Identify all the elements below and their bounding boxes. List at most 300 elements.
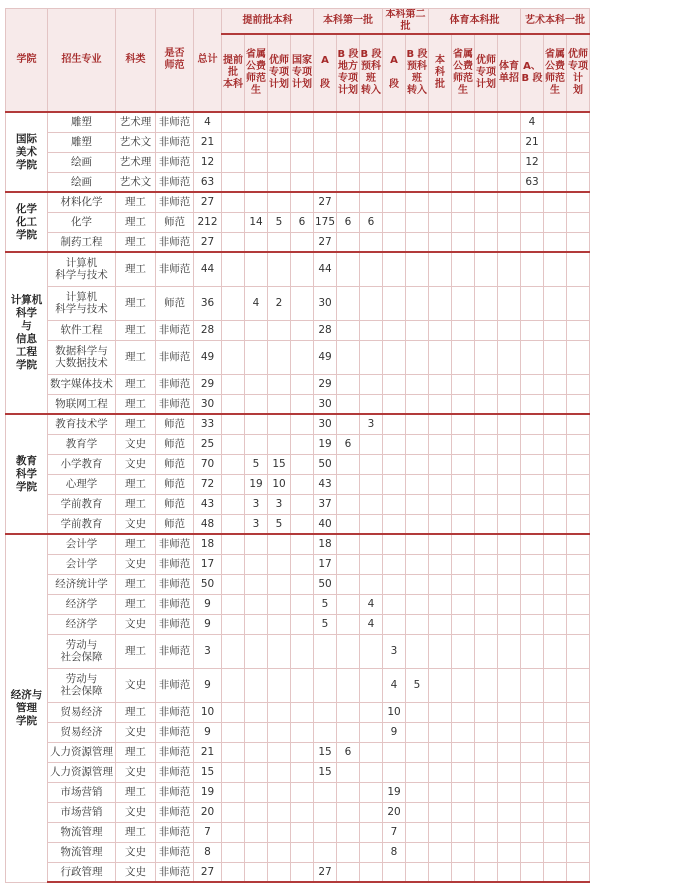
quota-cell	[268, 192, 291, 212]
quota-cell	[521, 286, 544, 320]
quota-cell	[452, 574, 475, 594]
quota-cell	[521, 414, 544, 434]
quota-cell	[222, 394, 245, 414]
quota-cell	[406, 172, 429, 192]
quota-cell	[383, 434, 406, 454]
quota-cell: 5	[268, 212, 291, 232]
quota-cell	[475, 494, 498, 514]
header-group: 本科第一批	[314, 9, 383, 35]
quota-cell	[452, 152, 475, 172]
quota-cell	[360, 554, 383, 574]
quota-cell	[291, 702, 314, 722]
quota-cell	[314, 152, 337, 172]
quota-cell	[521, 474, 544, 494]
quota-cell	[337, 340, 360, 374]
quota-cell	[291, 668, 314, 702]
quota-cell	[383, 192, 406, 212]
quota-cell	[475, 634, 498, 668]
major-name: 计算机 科学与技术	[48, 286, 116, 320]
kelei-cell: 理工	[116, 320, 156, 340]
kelei-cell: 艺术理	[116, 112, 156, 132]
table-row	[6, 782, 590, 802]
quota-cell	[567, 394, 590, 414]
total-cell: 9	[194, 614, 222, 634]
total-cell: 63	[194, 172, 222, 192]
quota-cell	[222, 132, 245, 152]
quota-cell	[337, 192, 360, 212]
quota-cell	[475, 614, 498, 634]
quota-cell	[245, 554, 268, 574]
quota-cell	[360, 172, 383, 192]
quota-cell	[475, 434, 498, 454]
quota-cell	[429, 434, 452, 454]
quota-cell	[475, 702, 498, 722]
quota-cell	[291, 742, 314, 762]
quota-cell	[429, 474, 452, 494]
quota-cell	[452, 514, 475, 534]
total-cell: 12	[194, 152, 222, 172]
total-cell: 25	[194, 434, 222, 454]
quota-cell	[406, 192, 429, 212]
quota-cell	[429, 722, 452, 742]
shifan-cell: 非师范	[156, 862, 194, 882]
quota-cell	[429, 802, 452, 822]
quota-cell	[291, 374, 314, 394]
quota-cell	[567, 634, 590, 668]
quota-cell	[429, 534, 452, 554]
quota-cell	[245, 320, 268, 340]
quota-cell	[521, 634, 544, 668]
major-name: 学前教育	[48, 494, 116, 514]
quota-cell	[268, 742, 291, 762]
quota-cell	[429, 414, 452, 434]
quota-cell	[452, 320, 475, 340]
shifan-cell: 非师范	[156, 232, 194, 252]
quota-cell	[337, 668, 360, 702]
quota-cell	[291, 152, 314, 172]
shifan-cell: 非师范	[156, 252, 194, 286]
header-sub-column: B 段 地方 专项 计划	[337, 34, 360, 112]
quota-cell	[360, 722, 383, 742]
quota-cell	[429, 152, 452, 172]
quota-cell	[429, 172, 452, 192]
quota-cell	[567, 494, 590, 514]
quota-cell	[498, 340, 521, 374]
quota-cell	[567, 252, 590, 286]
quota-cell	[406, 594, 429, 614]
kelei-cell: 理工	[116, 212, 156, 232]
quota-cell	[521, 668, 544, 702]
quota-cell	[245, 822, 268, 842]
total-cell: 48	[194, 514, 222, 534]
major-name: 雕塑	[48, 112, 116, 132]
quota-cell	[498, 252, 521, 286]
major-name: 市场营销	[48, 802, 116, 822]
major-name: 数据科学与 大数据技术	[48, 340, 116, 374]
quota-cell	[245, 802, 268, 822]
quota-cell	[475, 320, 498, 340]
quota-cell	[222, 414, 245, 434]
quota-cell	[567, 132, 590, 152]
total-cell: 7	[194, 822, 222, 842]
table-row	[6, 434, 590, 454]
kelei-cell: 理工	[116, 192, 156, 212]
quota-cell	[429, 192, 452, 212]
major-name: 化学	[48, 212, 116, 232]
quota-cell	[337, 172, 360, 192]
quota-cell: 40	[314, 514, 337, 534]
quota-cell	[337, 614, 360, 634]
shifan-cell: 非师范	[156, 172, 194, 192]
quota-cell	[245, 534, 268, 554]
kelei-cell: 文史	[116, 668, 156, 702]
quota-cell	[544, 614, 567, 634]
quota-cell	[268, 842, 291, 862]
quota-cell	[429, 762, 452, 782]
quota-cell	[498, 192, 521, 212]
quota-cell	[567, 474, 590, 494]
quota-cell	[406, 434, 429, 454]
quota-cell: 3	[383, 634, 406, 668]
quota-cell: 49	[314, 340, 337, 374]
major-name: 会计学	[48, 554, 116, 574]
kelei-cell: 理工	[116, 374, 156, 394]
quota-cell	[567, 594, 590, 614]
header-sub-column: 优师 专项计 划	[567, 34, 590, 112]
kelei-cell: 文史	[116, 842, 156, 862]
quota-cell	[268, 252, 291, 286]
header-sub-column: A 段	[383, 34, 406, 112]
quota-cell	[291, 112, 314, 132]
quota-cell	[429, 668, 452, 702]
quota-cell	[521, 212, 544, 232]
total-cell: 44	[194, 252, 222, 286]
header-sub-column: B 段 预科 班 转入	[406, 34, 429, 112]
total-cell: 9	[194, 594, 222, 614]
quota-cell	[383, 340, 406, 374]
major-name: 教育技术学	[48, 414, 116, 434]
quota-cell	[429, 574, 452, 594]
quota-cell	[360, 454, 383, 474]
quota-cell	[245, 722, 268, 742]
quota-cell	[337, 822, 360, 842]
quota-cell	[544, 634, 567, 668]
enrollment-plan-table	[5, 8, 590, 883]
college-name: 经济与 管理 学院	[6, 534, 48, 882]
quota-cell	[406, 514, 429, 534]
table-row	[6, 762, 590, 782]
major-name: 制药工程	[48, 232, 116, 252]
quota-cell	[245, 374, 268, 394]
quota-cell	[452, 862, 475, 882]
shifan-cell: 非师范	[156, 762, 194, 782]
quota-cell	[475, 252, 498, 286]
quota-cell	[245, 594, 268, 614]
quota-cell: 17	[314, 554, 337, 574]
quota-cell	[222, 702, 245, 722]
quota-cell	[544, 782, 567, 802]
header-total: 总计	[194, 9, 222, 113]
college-name: 化学 化工 学院	[6, 192, 48, 252]
quota-cell	[452, 394, 475, 414]
quota-cell	[429, 554, 452, 574]
quota-cell	[521, 454, 544, 474]
quota-cell	[337, 474, 360, 494]
quota-cell	[498, 534, 521, 554]
shifan-cell: 非师范	[156, 534, 194, 554]
quota-cell	[475, 394, 498, 414]
total-cell: 43	[194, 494, 222, 514]
quota-cell: 19	[245, 474, 268, 494]
quota-cell	[314, 172, 337, 192]
total-cell: 20	[194, 802, 222, 822]
quota-cell	[452, 252, 475, 286]
major-name: 物流管理	[48, 842, 116, 862]
quota-cell	[291, 394, 314, 414]
quota-cell	[222, 374, 245, 394]
quota-cell	[452, 212, 475, 232]
kelei-cell: 理工	[116, 702, 156, 722]
major-name: 雕塑	[48, 132, 116, 152]
quota-cell	[498, 554, 521, 574]
quota-cell	[475, 742, 498, 762]
quota-cell	[567, 614, 590, 634]
quota-cell	[406, 232, 429, 252]
quota-cell	[291, 594, 314, 614]
table-row	[6, 668, 590, 702]
quota-cell	[544, 702, 567, 722]
quota-cell: 21	[521, 132, 544, 152]
quota-cell	[475, 474, 498, 494]
quota-cell	[475, 286, 498, 320]
quota-cell: 18	[314, 534, 337, 554]
total-cell: 21	[194, 132, 222, 152]
quota-cell	[360, 252, 383, 286]
quota-cell	[452, 614, 475, 634]
quota-cell	[498, 822, 521, 842]
kelei-cell: 理工	[116, 414, 156, 434]
table-row	[6, 172, 590, 192]
quota-cell	[291, 554, 314, 574]
quota-cell	[337, 112, 360, 132]
kelei-cell: 艺术文	[116, 132, 156, 152]
quota-cell	[268, 614, 291, 634]
quota-cell	[245, 782, 268, 802]
quota-cell: 4	[383, 668, 406, 702]
quota-cell	[452, 554, 475, 574]
quota-cell	[567, 212, 590, 232]
table-row	[6, 454, 590, 474]
table-row	[6, 374, 590, 394]
shifan-cell: 非师范	[156, 320, 194, 340]
quota-cell: 5	[406, 668, 429, 702]
quota-cell	[567, 802, 590, 822]
quota-cell	[544, 252, 567, 286]
quota-cell	[452, 762, 475, 782]
quota-cell	[544, 414, 567, 434]
quota-cell	[475, 172, 498, 192]
quota-cell	[406, 394, 429, 414]
shifan-cell: 非师范	[156, 112, 194, 132]
quota-cell	[360, 192, 383, 212]
quota-cell	[475, 454, 498, 474]
quota-cell	[406, 320, 429, 340]
quota-cell	[268, 112, 291, 132]
shifan-cell: 非师范	[156, 594, 194, 614]
quota-cell	[222, 574, 245, 594]
quota-cell	[406, 494, 429, 514]
quota-cell	[567, 822, 590, 842]
quota-cell	[429, 132, 452, 152]
quota-cell	[245, 414, 268, 434]
quota-cell	[291, 614, 314, 634]
major-name: 经济学	[48, 614, 116, 634]
quota-cell	[291, 782, 314, 802]
quota-cell	[567, 742, 590, 762]
quota-cell	[498, 374, 521, 394]
quota-cell	[291, 286, 314, 320]
table-row	[6, 634, 590, 668]
quota-cell: 5	[268, 514, 291, 534]
kelei-cell: 文史	[116, 454, 156, 474]
quota-cell	[406, 474, 429, 494]
quota-cell	[406, 702, 429, 722]
quota-cell	[452, 434, 475, 454]
quota-cell	[268, 534, 291, 554]
quota-cell	[360, 434, 383, 454]
quota-cell	[360, 574, 383, 594]
quota-cell	[245, 668, 268, 702]
table-row	[6, 862, 590, 882]
total-cell: 17	[194, 554, 222, 574]
quota-cell	[452, 132, 475, 152]
table-header	[6, 9, 590, 113]
quota-cell	[245, 112, 268, 132]
shifan-cell: 非师范	[156, 668, 194, 702]
quota-cell	[383, 594, 406, 614]
quota-cell	[521, 340, 544, 374]
kelei-cell: 理工	[116, 494, 156, 514]
quota-cell	[498, 434, 521, 454]
quota-cell	[429, 320, 452, 340]
quota-cell	[383, 152, 406, 172]
quota-cell	[222, 212, 245, 232]
quota-cell	[544, 514, 567, 534]
quota-cell	[222, 514, 245, 534]
quota-cell	[406, 722, 429, 742]
quota-cell	[383, 474, 406, 494]
quota-cell	[406, 782, 429, 802]
table-row	[6, 152, 590, 172]
quota-cell	[291, 232, 314, 252]
quota-cell	[222, 782, 245, 802]
quota-cell	[337, 232, 360, 252]
quota-cell	[222, 152, 245, 172]
quota-cell	[544, 454, 567, 474]
quota-cell	[567, 842, 590, 862]
table-row	[6, 132, 590, 152]
total-cell: 49	[194, 340, 222, 374]
total-cell: 70	[194, 454, 222, 474]
quota-cell	[314, 702, 337, 722]
kelei-cell: 艺术文	[116, 172, 156, 192]
quota-cell	[567, 112, 590, 132]
quota-cell	[360, 668, 383, 702]
quota-cell	[268, 802, 291, 822]
quota-cell	[337, 782, 360, 802]
quota-cell	[314, 132, 337, 152]
quota-cell: 4	[245, 286, 268, 320]
total-cell: 28	[194, 320, 222, 340]
quota-cell	[337, 842, 360, 862]
shifan-cell: 非师范	[156, 842, 194, 862]
quota-cell	[475, 152, 498, 172]
header-sub-column: 体育 单招	[498, 34, 521, 112]
quota-cell	[521, 554, 544, 574]
shifan-cell: 师范	[156, 286, 194, 320]
quota-cell: 175	[314, 212, 337, 232]
table-row	[6, 534, 590, 554]
shifan-cell: 师范	[156, 212, 194, 232]
quota-cell: 2	[268, 286, 291, 320]
quota-cell	[567, 574, 590, 594]
quota-cell: 14	[245, 212, 268, 232]
quota-cell	[429, 514, 452, 534]
quota-cell	[291, 132, 314, 152]
quota-cell	[429, 394, 452, 414]
quota-cell	[222, 822, 245, 842]
shifan-cell: 师范	[156, 434, 194, 454]
major-name: 物联网工程	[48, 394, 116, 414]
quota-cell	[383, 414, 406, 434]
total-cell: 9	[194, 722, 222, 742]
quota-cell	[567, 722, 590, 742]
quota-cell	[291, 454, 314, 474]
major-name: 人力资源管理	[48, 762, 116, 782]
quota-cell	[360, 762, 383, 782]
total-cell: 4	[194, 112, 222, 132]
quota-cell	[222, 594, 245, 614]
quota-cell	[406, 822, 429, 842]
quota-cell: 50	[314, 454, 337, 474]
quota-cell	[337, 574, 360, 594]
header-major: 招生专业	[48, 9, 116, 113]
quota-cell	[360, 534, 383, 554]
quota-cell	[406, 152, 429, 172]
quota-cell	[314, 634, 337, 668]
quota-cell	[498, 212, 521, 232]
quota-cell	[498, 634, 521, 668]
quota-cell	[406, 742, 429, 762]
quota-cell	[429, 614, 452, 634]
quota-cell	[222, 434, 245, 454]
quota-cell	[245, 132, 268, 152]
quota-cell	[360, 742, 383, 762]
quota-cell	[337, 394, 360, 414]
quota-cell	[268, 554, 291, 574]
quota-cell	[429, 252, 452, 286]
quota-cell	[521, 494, 544, 514]
quota-cell	[544, 132, 567, 152]
kelei-cell: 理工	[116, 742, 156, 762]
quota-cell	[521, 722, 544, 742]
kelei-cell: 文史	[116, 434, 156, 454]
quota-cell	[222, 554, 245, 574]
quota-cell	[544, 574, 567, 594]
quota-cell	[452, 286, 475, 320]
quota-cell	[222, 862, 245, 882]
table-row	[6, 112, 590, 132]
